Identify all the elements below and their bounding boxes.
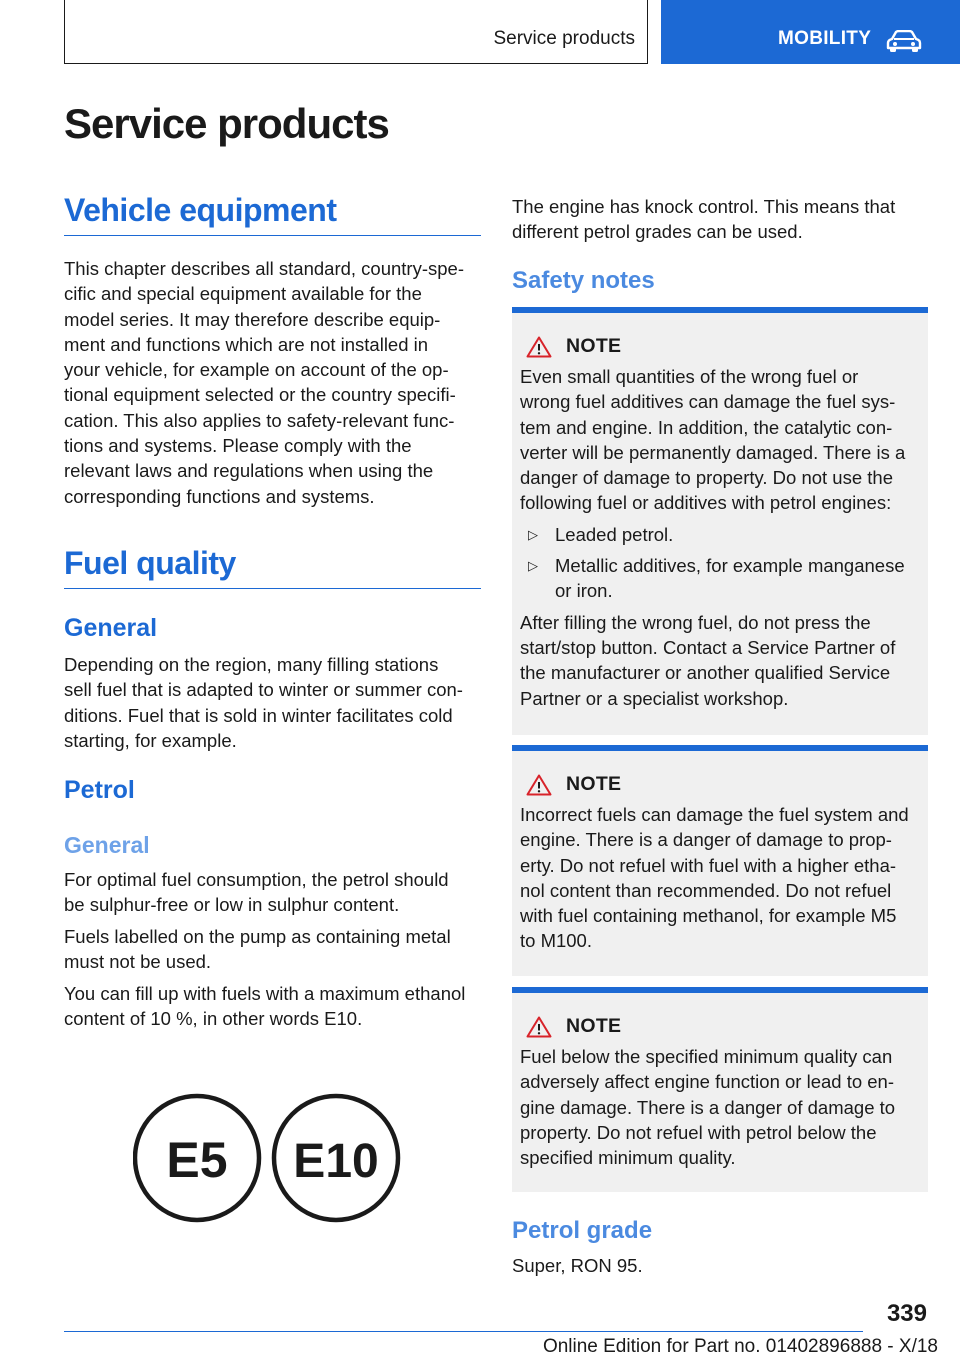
car-icon bbox=[886, 30, 922, 52]
text-line: must not be used. bbox=[64, 951, 212, 973]
text-line: erty. Do not refuel with fuel with a higher etha- bbox=[520, 854, 897, 876]
triangle-bullet-icon: ▷ bbox=[528, 558, 538, 574]
text-line: specified minimum quality. bbox=[520, 1147, 736, 1169]
heading-petrol-general: General bbox=[64, 832, 150, 858]
warning-icon bbox=[526, 1016, 552, 1038]
page-number: 339 bbox=[886, 1300, 927, 1327]
text-line: Fuels labelled on the pump as containing metal bbox=[64, 926, 451, 947]
list-item bbox=[520, 553, 920, 604]
text-line: Fuel below the specified minimum quality can bbox=[520, 1046, 893, 1067]
heading-safety-notes: Safety notes bbox=[512, 267, 655, 294]
text-line: verter will be permanently damaged. There is a bbox=[520, 441, 906, 463]
text-line: wrong fuel additives can damage the fuel sys- bbox=[520, 391, 896, 413]
text-line: ditions. Fuel that is sold in winter facilitates cold bbox=[64, 704, 453, 726]
note-header bbox=[526, 1015, 920, 1038]
note-title: NOTE bbox=[566, 1015, 622, 1037]
text-line: tem and engine. In addition, the catalytic con- bbox=[520, 416, 893, 438]
list-item-text: or iron. bbox=[555, 580, 613, 602]
text-line: the manufacturer or another qualified Service bbox=[520, 662, 891, 684]
header-chapter-tab bbox=[661, 0, 960, 64]
header-section-label: Service products bbox=[493, 28, 635, 49]
note-list bbox=[520, 522, 920, 604]
vehicle-equipment-text bbox=[64, 256, 464, 509]
text-line: Even small quantities of the wrong fuel or bbox=[520, 366, 859, 387]
text-line: corresponding functions and systems. bbox=[64, 485, 375, 507]
fuel-labels-e5-e10 bbox=[133, 1093, 403, 1223]
footer-edition: Online Edition for Part no. 01402896888 - X/18 bbox=[542, 1336, 938, 1357]
list-item bbox=[520, 522, 920, 547]
text-line: cation. This also applies to safety-relevant func- bbox=[64, 409, 455, 431]
petrol-text-1 bbox=[64, 867, 449, 918]
note-paragraph bbox=[520, 364, 920, 516]
triangle-bullet-icon: ▷ bbox=[528, 526, 538, 542]
heading-petrol-grade: Petrol grade bbox=[512, 1217, 653, 1244]
heading-fuel-quality: Fuel quality bbox=[64, 545, 481, 589]
text-line: sell fuel that is adapted to winter or summer con- bbox=[64, 679, 463, 701]
note-box-2 bbox=[512, 745, 928, 976]
list-item-text: Metallic additives, for example manganese bbox=[555, 555, 905, 577]
text-line: This chapter describes all standard, country-spe- bbox=[64, 258, 464, 279]
text-line: start/stop button. Contact a Service Partner of bbox=[520, 636, 896, 658]
text-line: ment and functions which are not installed in bbox=[64, 333, 429, 355]
text-line: different petrol grades can be used. bbox=[512, 221, 803, 243]
note-paragraph bbox=[520, 802, 920, 954]
list-item-text: Leaded petrol. bbox=[555, 523, 674, 545]
note-box-3 bbox=[512, 987, 928, 1192]
knock-control-text bbox=[512, 194, 895, 245]
text-line: Partner or a specialist workshop. bbox=[520, 687, 789, 709]
text-line: be sulphur-free or low in sulphur content. bbox=[64, 894, 400, 916]
header-section-tab bbox=[64, 0, 648, 64]
e10-sign bbox=[274, 1096, 398, 1220]
text-line: your vehicle, for example on account of the op- bbox=[64, 359, 449, 381]
text-line: You can fill up with fuels with a maximum ethanol bbox=[64, 983, 466, 1004]
text-line: danger of damage to property. Do not use the bbox=[520, 467, 893, 489]
text-line: Depending on the region, many filling stations bbox=[64, 654, 439, 675]
text-line: adversely affect engine function or lead to en- bbox=[520, 1071, 895, 1093]
header-chapter-label: MOBILITY bbox=[778, 28, 872, 49]
e5-label: E5 bbox=[166, 1132, 228, 1188]
text-line: tions and systems. Please comply with the bbox=[64, 435, 412, 457]
heading-general: General bbox=[64, 614, 158, 642]
petrol-text-2 bbox=[64, 924, 451, 975]
heading-vehicle-equipment: Vehicle equipment bbox=[64, 192, 481, 236]
text-line: relevant laws and regulations when using the bbox=[64, 460, 434, 482]
text-line: tional equipment selected or the country specifi- bbox=[64, 384, 456, 406]
text-line: The engine has knock control. This means that bbox=[512, 196, 896, 217]
text-line: cific and special equipment available for the bbox=[64, 283, 422, 305]
warning-icon bbox=[526, 774, 552, 796]
note-paragraph bbox=[520, 610, 920, 711]
note-title: NOTE bbox=[566, 335, 622, 357]
petrol-grade-text: Super, RON 95. bbox=[512, 1255, 643, 1276]
text-line: following fuel or additives with petrol engines: bbox=[520, 492, 892, 514]
text-line: gine damage. There is a danger of damage to bbox=[520, 1096, 896, 1118]
footer-divider bbox=[64, 1331, 863, 1332]
text-line: with fuel containing methanol, for example M5 bbox=[520, 905, 897, 927]
text-line: property. Do not refuel with petrol below the bbox=[520, 1121, 877, 1143]
warning-icon bbox=[526, 336, 552, 358]
text-line: content of 10 %, in other words E10. bbox=[64, 1008, 363, 1030]
note-title: NOTE bbox=[566, 773, 622, 795]
heading-petrol: Petrol bbox=[64, 776, 135, 804]
e10-label: E10 bbox=[293, 1135, 379, 1188]
note-header bbox=[526, 773, 920, 796]
note-paragraph bbox=[520, 1044, 920, 1170]
text-line: After filling the wrong fuel, do not press the bbox=[520, 611, 871, 633]
petrol-text-3 bbox=[64, 981, 465, 1032]
page-title: Service products bbox=[64, 100, 389, 147]
text-line: starting, for example. bbox=[64, 729, 237, 751]
general-text bbox=[64, 652, 463, 753]
text-line: For optimal fuel consumption, the petrol should bbox=[64, 869, 449, 890]
note-box-1 bbox=[512, 307, 928, 735]
note-header bbox=[526, 335, 920, 358]
text-line: engine. There is a danger of damage to prop- bbox=[520, 829, 892, 851]
text-line: nol content than recommended. Do not refuel bbox=[520, 879, 892, 901]
text-line: model series. It may therefore describe equip- bbox=[64, 308, 441, 330]
text-line: Incorrect fuels can damage the fuel system and bbox=[520, 804, 909, 825]
text-line: to M100. bbox=[520, 930, 592, 952]
e5-sign bbox=[135, 1096, 259, 1220]
